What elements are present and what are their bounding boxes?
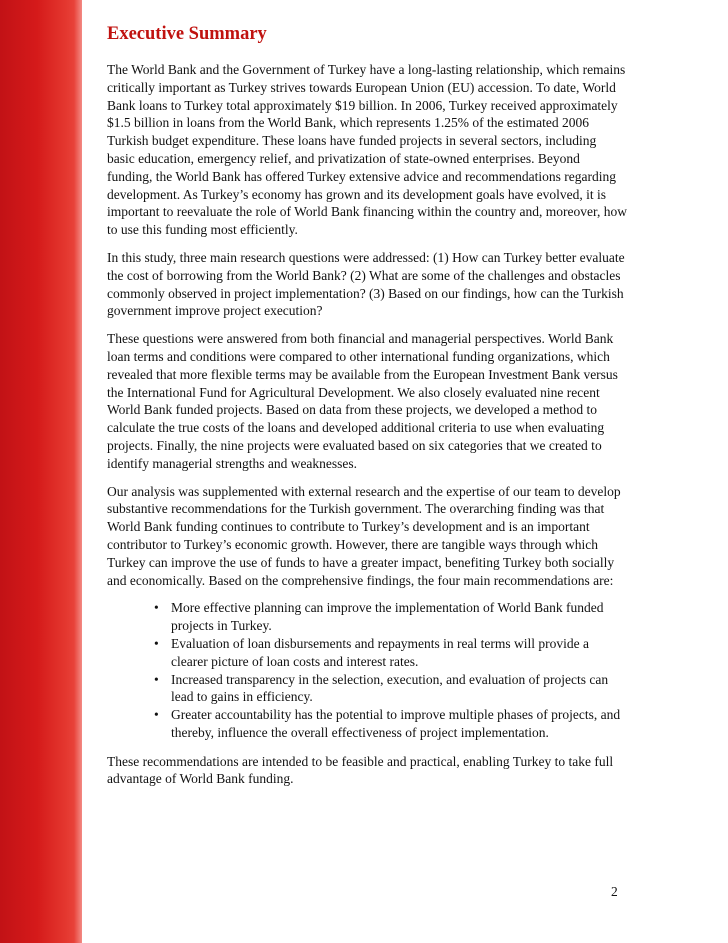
bullet-icon: •	[154, 600, 159, 616]
recommendation-text: More effective planning can improve the implementation of World Bank funded projects in Turkey.	[171, 600, 604, 634]
page-number: 2	[611, 884, 618, 899]
paragraph-intro: The World Bank and the Government of Turkey have a long-lasting relationship, which remains critically important as Turkey strives towards European Union (EU) accession. To date, World Bank loans to Turkey total approximately $19 billion. In 2006, Turkey received approximately $1.5 billion in loans from the World Bank, which represents 1.25% of the estimated 2006 Turkish budget expenditure. These loans have funded projects in several sectors, including basic education, emergency relief, and privatization of state-owned enterprises. Beyond funding, the World Bank has offered Turkey extensive advice and recommendations regarding development. As Turkey’s economy has grown and its development goals have evolved, it is important to reevaluate the role of World Bank financing within the country and, moreover, how to use this funding most efficiently.	[107, 62, 627, 238]
paragraph-perspectives: These questions were answered from both financial and managerial perspectives. World Bank loan terms and conditions were compared to other international funding organizations, which revealed that more flexible terms may be available from the European Investment Bank versus the International Fund for Agricultural Development. We also closely evaluated nine recent World Bank funded projects. Based on data from these projects, we developed a method to calculate the true costs of the loans and developed additional criteria to use when evaluating projects. Finally, the nine projects were evaluated based on six categories that we created to identify managerial strengths and weaknesses.	[107, 331, 618, 471]
paragraph-research-questions: In this study, three main research questions were addressed: (1) How can Turkey better evaluate the cost of borrowing from the World Bank? (2) What are some of the challenges and obstacles commonly observed in project implementation? (3) Based on our findings, how can the Turkish government improve project execution?	[107, 249, 625, 319]
document-body	[107, 22, 627, 798]
recommendation-text: Greater accountability has the potential to improve multiple phases of projects, and thereby, influence the overall effectiveness of project implementation.	[171, 707, 621, 740]
bullet-icon: •	[154, 635, 159, 651]
paragraph-closing: These recommendations are intended to be feasible and practical, enabling Turkey to take full advantage of World Bank funding.	[107, 753, 614, 787]
decorative-side-bar	[0, 0, 82, 943]
paragraph-analysis: Our analysis was supplemented with external research and the expertise of our team to develop substantive recommendations for the Turkish government. The overarching finding was that World Bank funding continues to contribute to Turkey’s development and is an important contributor to Turkey’s economic growth. However, there are tangible ways through which Turkey can improve the use of funds to have a greater impact, benefiting Turkey both socially and economically. Based on the comprehensive findings, the four main recommendations are:	[107, 483, 621, 588]
list-item	[154, 635, 627, 671]
recommendation-text: Evaluation of loan disbursements and repayments in real terms will provide a clearer picture of loan costs and interest rates.	[171, 635, 590, 669]
recommendations-list	[107, 599, 627, 741]
page-title: Executive Summary	[107, 24, 267, 44]
list-item	[154, 671, 627, 707]
list-item	[154, 706, 627, 742]
recommendation-text: Increased transparency in the selection, execution, and evaluation of projects can lead to gains in efficiency.	[171, 671, 609, 705]
bullet-icon: •	[154, 671, 159, 687]
list-item	[154, 599, 627, 635]
bullet-icon: •	[154, 707, 159, 723]
